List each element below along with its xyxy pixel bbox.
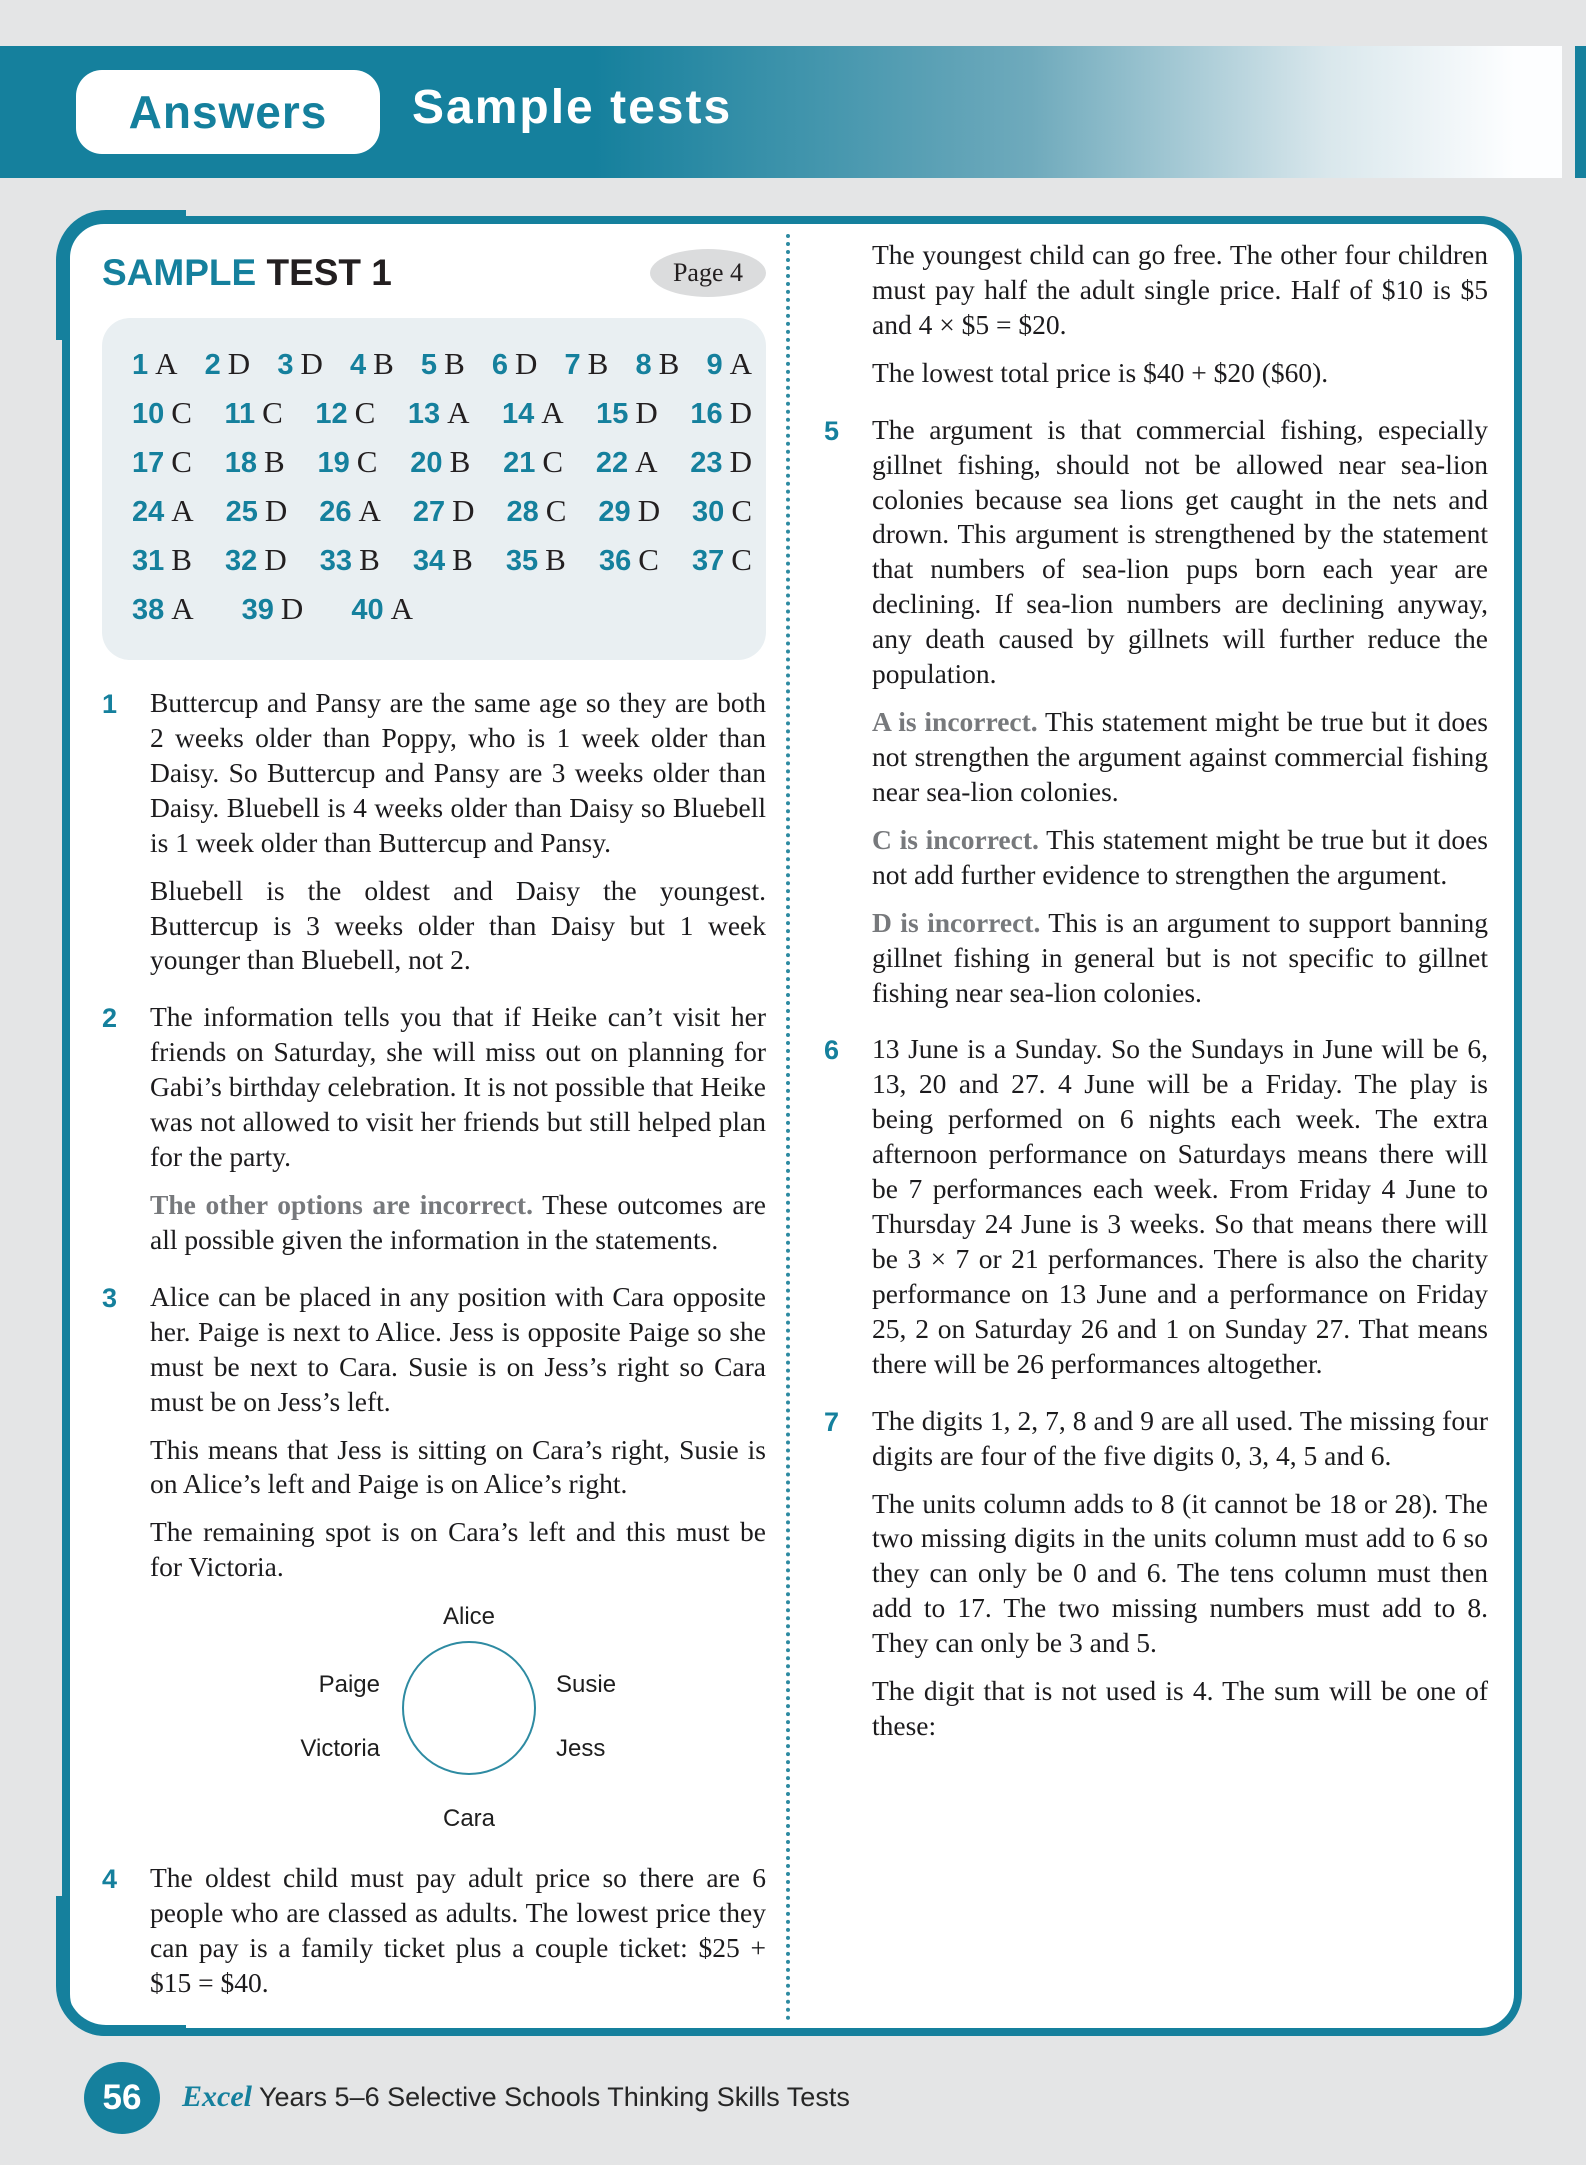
answer-cell bbox=[503, 440, 563, 489]
answer-cell bbox=[507, 489, 567, 538]
section-title bbox=[102, 252, 392, 294]
question-number: 17 bbox=[132, 447, 165, 479]
footer-series-line bbox=[182, 2080, 850, 2114]
answer-letter: D bbox=[729, 395, 752, 430]
question-number: 19 bbox=[317, 447, 350, 479]
question-number: 21 bbox=[503, 447, 536, 479]
question-number: 26 bbox=[319, 496, 352, 528]
column-divider bbox=[786, 234, 790, 2022]
question-number: 2 bbox=[204, 349, 221, 381]
diagram-label-cara: Cara bbox=[442, 1805, 496, 1833]
answer-cell bbox=[132, 391, 192, 440]
answer-letter: C bbox=[545, 493, 567, 528]
answer-cell bbox=[350, 342, 394, 391]
item-number: 2 bbox=[102, 1003, 118, 1034]
item-body bbox=[872, 1032, 1488, 1381]
answer-letter: C bbox=[262, 395, 283, 430]
answer-cell bbox=[318, 440, 378, 489]
answer-cell bbox=[692, 538, 752, 587]
answer-letter: B bbox=[449, 444, 471, 479]
answer-letter: B bbox=[444, 346, 465, 381]
answer-letter: D bbox=[300, 346, 323, 381]
question-number: 33 bbox=[319, 545, 353, 577]
answer-cell bbox=[596, 440, 658, 489]
answer-cell bbox=[706, 342, 752, 391]
answer-letter: B bbox=[359, 542, 380, 577]
explanation-paragraph: The lowest total price is $40 + $20 ($60). bbox=[872, 356, 1329, 388]
item-number bbox=[824, 238, 872, 391]
incorrect-lead-c: C is incorrect. bbox=[872, 823, 1039, 855]
explanation-paragraph: This means that Jess is sitting on Cara’s right, Susie is on Alice’s left and Paige is on Alice’s right. bbox=[150, 1433, 766, 1500]
answer-letter: B bbox=[264, 444, 285, 479]
explanation-item-3 bbox=[102, 1280, 766, 1839]
answer-letter: B bbox=[658, 346, 680, 381]
answers-badge bbox=[76, 70, 380, 154]
diagram-label-alice: Alice bbox=[442, 1603, 496, 1631]
question-number: 5 bbox=[420, 349, 438, 381]
question-number: 4 bbox=[349, 349, 367, 381]
question-number: 22 bbox=[595, 447, 629, 479]
answer-key-row bbox=[132, 587, 752, 636]
question-number: 34 bbox=[412, 545, 446, 577]
incorrect-lead-a: A is incorrect. bbox=[872, 706, 1038, 738]
question-number: 13 bbox=[407, 398, 441, 430]
explanation-paragraph bbox=[872, 823, 1488, 893]
explanation-item-6 bbox=[824, 1032, 1488, 1381]
section-title-accent: SAMPLE bbox=[102, 252, 257, 293]
question-number: 37 bbox=[691, 545, 725, 577]
explanation-paragraph: Buttercup and Pansy are the same age so they are both 2 weeks older than Poppy, who is 1 week older than Daisy. So Buttercup and Pansy are 3 weeks older than Daisy. Bluebell is 4 weeks older than Daisy so Bluebell is 1 week older than Buttercup and Pansy. bbox=[150, 687, 766, 858]
explanation-paragraph: The digit that is not used is 4. The sum will be one of these: bbox=[872, 1675, 1488, 1742]
answer-cell bbox=[225, 440, 285, 489]
diagram-label-jess: Jess bbox=[556, 1735, 606, 1763]
answer-cell bbox=[225, 538, 287, 587]
answer-cell bbox=[565, 342, 609, 391]
answer-cell bbox=[132, 538, 192, 587]
answer-cell bbox=[599, 538, 659, 587]
answer-cell bbox=[598, 489, 660, 538]
explanation-paragraph: The information tells you that if Heike can’t visit her friends on Saturday, she will miss out on planning for Gabi’s birthday celebration. It is not possible that Heike was not allowed to visit her friends but still helped plan for the party. bbox=[150, 1001, 766, 1173]
question-number: 36 bbox=[598, 545, 632, 577]
answer-cell bbox=[277, 342, 323, 391]
diagram-label-susie: Susie bbox=[556, 1671, 617, 1699]
answer-cell bbox=[205, 342, 251, 391]
answer-cell bbox=[410, 440, 470, 489]
answer-letter: D bbox=[280, 591, 304, 626]
answer-cell bbox=[242, 587, 304, 636]
explanation-paragraph: The units column adds to 8 (it cannot be 18 or 28). The two missing digits in the units column must add to 6 so they can only be 0 and 6. The tens column must then add to 17. The two missing numbers must add to 8. They can only be 3 and 5. bbox=[872, 1487, 1488, 1659]
answer-cell bbox=[413, 489, 475, 538]
right-column bbox=[824, 238, 1488, 1744]
question-number: 39 bbox=[241, 594, 274, 626]
answer-letter: A bbox=[541, 395, 564, 430]
question-number: 14 bbox=[501, 398, 535, 430]
answer-letter: A bbox=[171, 591, 194, 626]
answer-letter: B bbox=[587, 346, 609, 381]
question-number: 7 bbox=[564, 349, 581, 381]
explanation-paragraph bbox=[872, 906, 1488, 1011]
footer-brand: Excel bbox=[182, 2080, 252, 2113]
question-number: 38 bbox=[132, 594, 165, 626]
answer-letter: C bbox=[731, 493, 752, 528]
answer-letter: B bbox=[545, 542, 566, 577]
banner-edge-bleed bbox=[1575, 46, 1586, 178]
answer-letter: C bbox=[731, 542, 752, 577]
explanation-paragraph: The remaining spot is on Cara’s left and this must be for Victoria. bbox=[150, 1516, 766, 1583]
item-body bbox=[150, 1861, 766, 2001]
question-number: 8 bbox=[635, 349, 652, 381]
question-number: 15 bbox=[596, 398, 629, 430]
question-number: 11 bbox=[224, 398, 256, 430]
explanation-text: This statement might be true but it does not strengthen the argument against commercial fishing near sea-lion colonies. bbox=[872, 706, 1489, 807]
answers-badge-label: Answers bbox=[128, 86, 328, 138]
answer-letter: C bbox=[356, 444, 378, 479]
answer-letter: D bbox=[637, 493, 661, 528]
answer-cell bbox=[315, 391, 375, 440]
answer-letter: D bbox=[264, 542, 287, 577]
explanation-item-1 bbox=[102, 686, 766, 978]
footer-page-number-badge bbox=[84, 2062, 160, 2134]
item-number: 3 bbox=[102, 1282, 118, 1313]
diagram-circle bbox=[402, 1641, 536, 1775]
explanation-item-4 bbox=[102, 1861, 766, 2001]
answer-cell bbox=[492, 342, 538, 391]
answer-cell bbox=[132, 587, 194, 636]
answer-cell bbox=[506, 538, 566, 587]
answer-key-row bbox=[132, 489, 752, 538]
item-body bbox=[872, 238, 1488, 391]
answer-cell bbox=[421, 342, 465, 391]
question-number: 9 bbox=[706, 349, 723, 381]
answer-letter: C bbox=[171, 395, 192, 430]
diagram-label-victoria: Victoria bbox=[300, 1735, 380, 1763]
item-body bbox=[150, 1280, 766, 1839]
question-number: 20 bbox=[410, 447, 443, 479]
explanation-item-7 bbox=[824, 1404, 1488, 1744]
answer-cell bbox=[224, 391, 282, 440]
banner-title: Sample tests bbox=[412, 81, 733, 134]
answer-letter: D bbox=[264, 493, 288, 528]
section-title-rest: TEST 1 bbox=[256, 252, 392, 293]
answer-letter: A bbox=[390, 591, 413, 626]
answer-cell bbox=[132, 342, 178, 391]
answer-cell bbox=[502, 391, 564, 440]
question-number: 31 bbox=[132, 545, 165, 577]
left-column bbox=[102, 244, 766, 2001]
answer-cell bbox=[596, 391, 658, 440]
answer-letter: D bbox=[515, 346, 538, 381]
answer-letter: B bbox=[373, 346, 394, 381]
answer-key-row bbox=[132, 440, 752, 489]
answer-cell bbox=[132, 489, 194, 538]
explanation-text: This is an argument to support banning gillnet fishing in general but is not specific to gillnet fishing near sea-lion colonies. bbox=[872, 906, 1488, 1008]
explanation-item-5 bbox=[824, 413, 1488, 1011]
answer-letter: A bbox=[447, 395, 470, 430]
explanation-paragraph bbox=[872, 705, 1488, 810]
question-number: 24 bbox=[132, 496, 165, 528]
question-number: 25 bbox=[225, 496, 258, 528]
explanation-paragraph: The oldest child must pay adult price so there are 6 people who are classed as adults. The lowest price they can pay is a family ticket plus a couple ticket: $25 + $15 = $40. bbox=[150, 1862, 766, 1998]
answer-cell bbox=[132, 440, 192, 489]
question-number: 40 bbox=[351, 594, 384, 626]
question-number: 29 bbox=[598, 496, 631, 528]
answer-letter: A bbox=[358, 493, 381, 528]
answer-letter: D bbox=[729, 444, 752, 479]
question-number: 28 bbox=[506, 496, 539, 528]
answer-letter: B bbox=[171, 542, 192, 577]
page-ref-badge bbox=[650, 249, 766, 297]
question-number: 32 bbox=[225, 545, 258, 577]
item-number: 4 bbox=[102, 1864, 118, 1895]
answer-cell bbox=[351, 587, 413, 636]
question-number: 1 bbox=[132, 349, 149, 381]
page-ref-label: Page 4 bbox=[672, 258, 744, 287]
explanation-paragraph: Bluebell is the oldest and Daisy the youngest. Buttercup is 3 weeks older than Daisy but 1 week younger than Bluebell, not 2. bbox=[150, 874, 766, 976]
question-number: 35 bbox=[505, 545, 539, 577]
answer-cell bbox=[320, 538, 380, 587]
answer-key-panel bbox=[102, 318, 766, 660]
explanation-paragraph: The argument is that commercial fishing, especially gillnet fishing, should not be allowed near sea-lion colonies because sea lions get caught in the nets and drown. This argument is strengthened by the statement that numbers of sea-lion pups born each year are declining. If sea-lion numbers are declining anyway, any death caused by gillnets will further reduce the population. bbox=[872, 413, 1488, 690]
explanation-item-2 bbox=[102, 1000, 766, 1257]
answer-key-row bbox=[132, 391, 752, 440]
answer-key-row bbox=[132, 538, 752, 587]
answer-cell bbox=[413, 538, 473, 587]
item-body bbox=[150, 686, 766, 978]
answer-letter: C bbox=[171, 444, 192, 479]
item-body bbox=[872, 1404, 1488, 1744]
diagram-label-paige: Paige bbox=[318, 1671, 380, 1699]
question-number: 10 bbox=[132, 398, 165, 430]
answer-letter: C bbox=[638, 542, 659, 577]
answer-cell bbox=[408, 391, 470, 440]
answer-letter: D bbox=[227, 346, 251, 381]
question-number: 27 bbox=[412, 496, 446, 528]
explanation-text: This statement might be true but it does not add further evidence to strengthen the argument. bbox=[872, 823, 1489, 890]
answer-letter: A bbox=[635, 444, 658, 479]
explanation-paragraph: The youngest child can go free. The other four children must pay half the adult single price. Half of $10 is $5 and 4 × $5 = $20. bbox=[872, 239, 1488, 340]
question-number: 18 bbox=[224, 447, 258, 479]
answer-letter: C bbox=[542, 444, 564, 479]
explanation-paragraph bbox=[150, 1188, 766, 1258]
explanation-paragraph: The digits 1, 2, 7, 8 and 9 are all used. The missing four digits are four of the five digits 0, 3, 4, 5 and 6. bbox=[872, 1404, 1488, 1471]
item-number: 5 bbox=[824, 415, 840, 446]
answer-cell bbox=[690, 440, 752, 489]
answer-cell bbox=[635, 342, 679, 391]
answer-key-row bbox=[132, 342, 752, 391]
question-number: 3 bbox=[277, 349, 294, 381]
incorrect-lead-d: D is incorrect. bbox=[872, 906, 1041, 938]
explanation-paragraph: 13 June is a Sunday. So the Sundays in June will be 6, 13, 20 and 27. 4 June will be a Friday. The play is being performed on 6 nights each week. The extra afternoon performance on Saturdays means there will be 7 performances each week. From Friday 4 June to Thursday 24 June is 3 weeks. So that means there will be 3 × 7 or 21 performances. There is also the charity performance on 13 June and a performance on Friday 25, 2 on Saturday 26 and 1 on Sunday 27. That means there will be 26 performances altogether. bbox=[872, 1033, 1488, 1379]
question-number: 16 bbox=[690, 398, 723, 430]
item-body bbox=[150, 1000, 766, 1257]
answer-letter: C bbox=[354, 395, 376, 430]
item-number: 6 bbox=[824, 1035, 840, 1066]
question-number: 12 bbox=[315, 398, 348, 430]
answer-cell bbox=[690, 391, 752, 440]
explanation-text: These outcomes are all possible given the information in the statements. bbox=[150, 1188, 766, 1255]
question-number: 23 bbox=[690, 447, 723, 479]
footer-page-number: 56 bbox=[102, 2078, 142, 2117]
answer-cell bbox=[692, 489, 752, 538]
footer-series-title: Years 5–6 Selective Schools Thinking Skills Tests bbox=[251, 2082, 850, 2112]
answer-letter: B bbox=[452, 542, 473, 577]
explanation-paragraph: Alice can be placed in any position with Cara opposite her. Paige is next to Alice. Jess is opposite Paige so she must be next to Cara. Susie is on Jess’s right so Cara must be on Jess’s left. bbox=[150, 1280, 766, 1417]
answer-letter: D bbox=[635, 395, 658, 430]
item-body bbox=[872, 413, 1488, 1011]
item-number: 1 bbox=[102, 689, 118, 719]
answer-cell bbox=[319, 489, 381, 538]
question-number: 30 bbox=[692, 496, 725, 528]
incorrect-lead: The other options are incorrect. bbox=[150, 1188, 533, 1220]
answer-letter: A bbox=[171, 493, 194, 528]
section-head bbox=[102, 244, 766, 302]
answer-letter: D bbox=[452, 493, 475, 528]
item-number: 7 bbox=[824, 1406, 840, 1437]
answer-cell bbox=[226, 489, 288, 538]
answer-letter: A bbox=[155, 346, 178, 381]
question-number: 6 bbox=[491, 349, 509, 381]
seating-diagram bbox=[150, 1603, 766, 1835]
answer-letter: A bbox=[729, 346, 752, 381]
explanation-item-4-continued bbox=[824, 238, 1488, 391]
